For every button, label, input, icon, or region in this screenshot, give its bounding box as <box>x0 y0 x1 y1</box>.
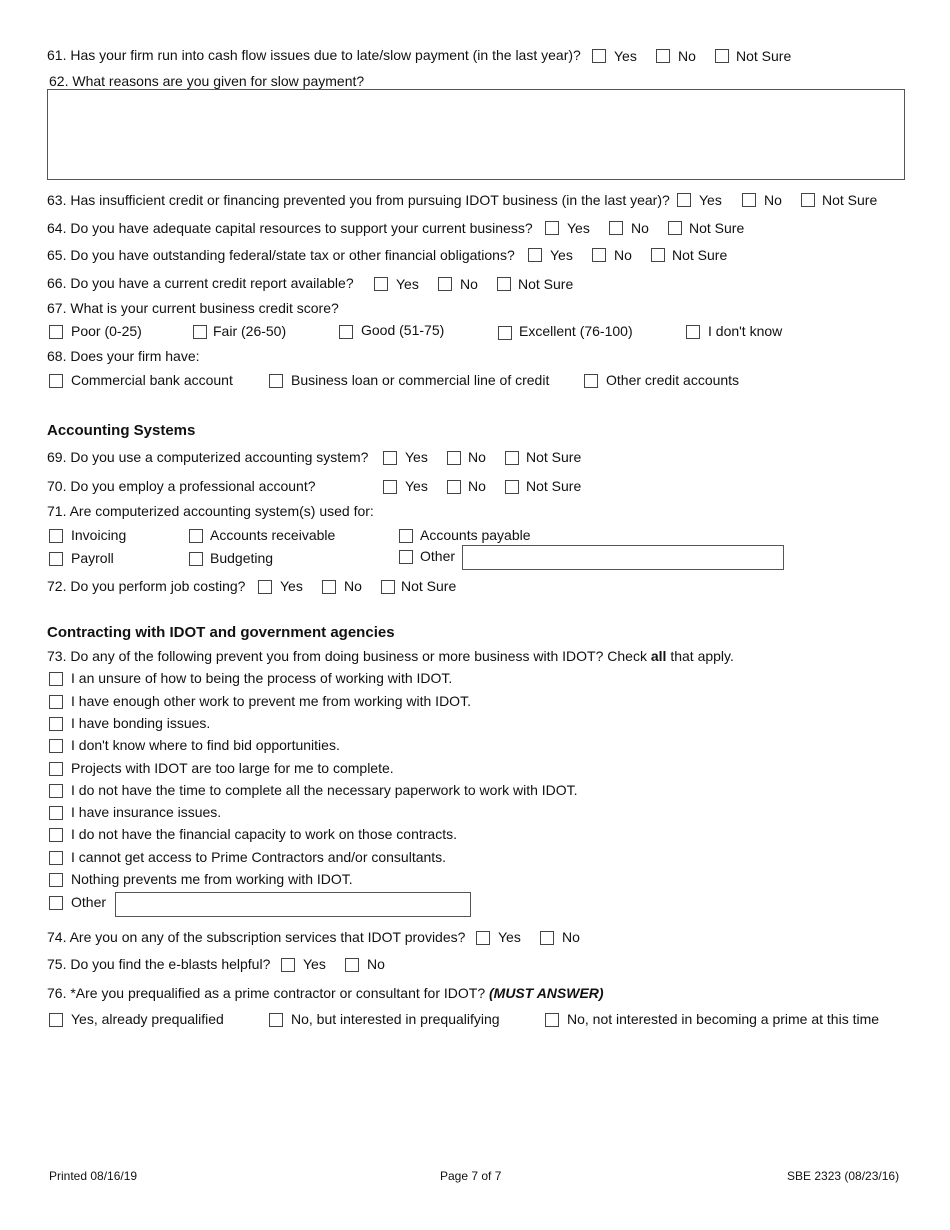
q67-good-label: Good (51-75) <box>361 322 445 338</box>
q72-text: 72. Do you perform job costing? <box>47 578 246 594</box>
footer-page-number: Page 7 of 7 <box>440 1169 502 1183</box>
q76-text <box>47 985 604 1001</box>
q76-must-answer: (MUST ANSWER) <box>489 985 604 1001</box>
q72-not-sure-label: Not Sure <box>401 578 457 594</box>
q75-yes-label: Yes <box>303 956 326 972</box>
q70-no-checkbox[interactable] <box>447 480 461 494</box>
q71-invoicing-label: Invoicing <box>71 527 127 543</box>
q68-business-loan-checkbox[interactable] <box>269 374 283 388</box>
q63-no-label: No <box>764 192 782 208</box>
q70-no-label: No <box>468 478 486 494</box>
footer-form-id: SBE 2323 (08/23/16) <box>787 1169 900 1183</box>
q64-not-sure-label: Not Sure <box>689 220 745 236</box>
q73-option-7-label: I have insurance issues. <box>71 804 222 820</box>
q61-text: 61. Has your firm run into cash flow issues due to late/slow payment (in the last year)? <box>47 47 581 63</box>
q63-yes-checkbox[interactable] <box>677 193 691 207</box>
q76-question: 76. *Are you prequalified as a prime contractor or consultant for IDOT? <box>47 985 486 1001</box>
q65-no-checkbox[interactable] <box>592 248 606 262</box>
q61-yes-checkbox[interactable] <box>592 49 606 63</box>
q71-accounts-payable-label: Accounts payable <box>420 527 531 543</box>
contracting-heading: Contracting with IDOT and government agencies <box>47 624 395 641</box>
q70-not-sure-checkbox[interactable] <box>505 480 519 494</box>
accounting-systems-heading: Accounting Systems <box>47 422 196 439</box>
q67-dont-know-checkbox[interactable] <box>686 325 700 339</box>
q66-yes-label: Yes <box>396 276 419 292</box>
q71-accounts-receivable-checkbox[interactable] <box>189 529 203 543</box>
q73-option-2-label: I have enough other work to prevent me from working with IDOT. <box>71 693 471 709</box>
q63-text: 63. Has insufficient credit or financing prevented you from pursuing IDOT business (in the last year)? <box>47 192 670 208</box>
q72-yes-checkbox[interactable] <box>258 580 272 594</box>
q64-not-sure-checkbox[interactable] <box>668 221 682 235</box>
q76-not-interested-checkbox[interactable] <box>545 1013 559 1027</box>
q69-no-checkbox[interactable] <box>447 451 461 465</box>
q71-payroll-checkbox[interactable] <box>49 552 63 566</box>
q74-text: 74. Are you on any of the subscription services that IDOT provides? <box>47 929 466 945</box>
q65-text: 65. Do you have outstanding federal/state tax or other financial obligations? <box>47 247 515 263</box>
q73-option-7-checkbox[interactable] <box>49 806 63 820</box>
q64-yes-checkbox[interactable] <box>545 221 559 235</box>
q61-not-sure-checkbox[interactable] <box>715 49 729 63</box>
q61-not-sure-label: Not Sure <box>736 48 792 64</box>
q75-no-checkbox[interactable] <box>345 958 359 972</box>
q65-not-sure-label: Not Sure <box>672 247 728 263</box>
q69-not-sure-label: Not Sure <box>526 449 582 465</box>
q65-yes-label: Yes <box>550 247 573 263</box>
q67-fair-checkbox[interactable] <box>193 325 207 339</box>
q76-not-interested-label: No, not interested in becoming a prime at this time <box>567 1011 880 1027</box>
q76-interested-checkbox[interactable] <box>269 1013 283 1027</box>
q71-other-label: Other <box>420 548 456 564</box>
q73-option-6-label: I do not have the time to complete all the necessary paperwork to work with IDOT. <box>71 782 578 798</box>
q76-yes-prequalified-checkbox[interactable] <box>49 1013 63 1027</box>
q73-other-label: Other <box>71 894 107 910</box>
q73-option-5-label: Projects with IDOT are too large for me to complete. <box>71 760 394 776</box>
q73-option-3-label: I have bonding issues. <box>71 715 211 731</box>
q74-yes-checkbox[interactable] <box>476 931 490 945</box>
q71-other-checkbox[interactable] <box>399 550 413 564</box>
q67-good-checkbox[interactable] <box>339 325 353 339</box>
q74-no-checkbox[interactable] <box>540 931 554 945</box>
q68-other-credit-label: Other credit accounts <box>606 372 740 388</box>
q73-other-checkbox[interactable] <box>49 896 63 910</box>
q62-reasons-textarea[interactable] <box>47 89 905 180</box>
q71-budgeting-checkbox[interactable] <box>189 552 203 566</box>
q66-text: 66. Do you have a current credit report available? <box>47 275 354 291</box>
q67-excellent-checkbox[interactable] <box>498 326 512 340</box>
footer-printed-date: Printed 08/16/19 <box>49 1169 138 1183</box>
q68-bank-account-label: Commercial bank account <box>71 372 233 388</box>
q61-yes-label: Yes <box>614 48 637 64</box>
q61-no-label: No <box>678 48 696 64</box>
q73-text <box>47 648 734 664</box>
q66-no-checkbox[interactable] <box>438 277 452 291</box>
q64-no-label: No <box>631 220 649 236</box>
q67-poor-checkbox[interactable] <box>49 325 63 339</box>
q65-not-sure-checkbox[interactable] <box>651 248 665 262</box>
q67-text: 67. What is your current business credit score? <box>47 300 339 316</box>
q63-not-sure-label: Not Sure <box>822 192 878 208</box>
q66-not-sure-label: Not Sure <box>518 276 574 292</box>
q73-text-bold: all <box>650 648 667 664</box>
q71-accounts-receivable-label: Accounts receivable <box>210 527 336 543</box>
q73-option-3-checkbox[interactable] <box>49 717 63 731</box>
q73-option-10-label: Nothing prevents me from working with IDOT. <box>71 871 353 887</box>
q70-not-sure-label: Not Sure <box>526 478 582 494</box>
q67-fair-label: Fair (26-50) <box>213 323 287 339</box>
q71-accounts-payable-checkbox[interactable] <box>399 529 413 543</box>
q67-poor-label: Poor (0-25) <box>71 323 142 339</box>
q73-option-2-checkbox[interactable] <box>49 695 63 709</box>
q65-yes-checkbox[interactable] <box>528 248 542 262</box>
q72-yes-label: Yes <box>280 578 303 594</box>
q75-no-label: No <box>367 956 385 972</box>
q73-option-8-label: I do not have the financial capacity to work on those contracts. <box>71 826 457 842</box>
q76-interested-label: No, but interested in prequalifying <box>291 1011 500 1027</box>
q64-no-checkbox[interactable] <box>609 221 623 235</box>
q73-option-4-label: I don't know where to find bid opportunities. <box>71 737 340 753</box>
q73-text-b: that apply. <box>666 648 734 664</box>
q73-option-9-checkbox[interactable] <box>49 851 63 865</box>
q73-option-10-checkbox[interactable] <box>49 873 63 887</box>
q64-text: 64. Do you have adequate capital resources to support your current business? <box>47 220 533 236</box>
q68-other-credit-checkbox[interactable] <box>584 374 598 388</box>
q69-yes-label: Yes <box>405 449 428 465</box>
q62-text: 62. What reasons are you given for slow payment? <box>49 73 365 89</box>
q73-option-4-checkbox[interactable] <box>49 739 63 753</box>
q74-yes-label: Yes <box>498 929 521 945</box>
q71-invoicing-checkbox[interactable] <box>49 529 63 543</box>
q71-budgeting-label: Budgeting <box>210 550 274 566</box>
q71-payroll-label: Payroll <box>71 550 114 566</box>
q67-excellent-label: Excellent (76-100) <box>519 323 633 339</box>
q69-not-sure-checkbox[interactable] <box>505 451 519 465</box>
q75-text: 75. Do you find the e-blasts helpful? <box>47 956 271 972</box>
q69-no-label: No <box>468 449 486 465</box>
q73-option-5-checkbox[interactable] <box>49 762 63 776</box>
q63-not-sure-checkbox[interactable] <box>801 193 815 207</box>
q73-other-input[interactable] <box>115 892 471 917</box>
q69-text: 69. Do you use a computerized accounting system? <box>47 449 369 465</box>
q73-option-1-label: I an unsure of how to being the process of working with IDOT. <box>71 670 453 686</box>
q73-option-1-checkbox[interactable] <box>49 672 63 686</box>
q73-option-8-checkbox[interactable] <box>49 828 63 842</box>
q72-not-sure-checkbox[interactable] <box>381 580 395 594</box>
q75-yes-checkbox[interactable] <box>281 958 295 972</box>
q76-yes-prequalified-label: Yes, already prequalified <box>71 1011 224 1027</box>
q68-business-loan-label: Business loan or commercial line of credit <box>291 372 550 388</box>
q64-yes-label: Yes <box>567 220 590 236</box>
q73-option-6-checkbox[interactable] <box>49 784 63 798</box>
q63-yes-label: Yes <box>699 192 722 208</box>
q74-no-label: No <box>562 929 580 945</box>
q66-not-sure-checkbox[interactable] <box>497 277 511 291</box>
q67-dont-know-label: I don't know <box>708 323 783 339</box>
q70-text: 70. Do you employ a professional account? <box>47 478 316 494</box>
q71-text: 71. Are computerized accounting system(s) used for: <box>47 503 374 519</box>
q65-no-label: No <box>614 247 632 263</box>
q61-no-checkbox[interactable] <box>656 49 670 63</box>
q70-yes-label: Yes <box>405 478 428 494</box>
q73-option-9-label: I cannot get access to Prime Contractors and/or consultants. <box>71 849 447 865</box>
q72-no-label: No <box>344 578 362 594</box>
q63-no-checkbox[interactable] <box>742 193 756 207</box>
q68-text: 68. Does your firm have: <box>47 348 200 364</box>
q71-other-input[interactable] <box>462 545 784 570</box>
q73-text-a: 73. Do any of the following prevent you from doing business or more business with IDOT? Check <box>47 648 651 664</box>
q66-yes-checkbox[interactable] <box>374 277 388 291</box>
q68-bank-account-checkbox[interactable] <box>49 374 63 388</box>
q72-no-checkbox[interactable] <box>322 580 336 594</box>
q66-no-label: No <box>460 276 478 292</box>
q69-yes-checkbox[interactable] <box>383 451 397 465</box>
q70-yes-checkbox[interactable] <box>383 480 397 494</box>
